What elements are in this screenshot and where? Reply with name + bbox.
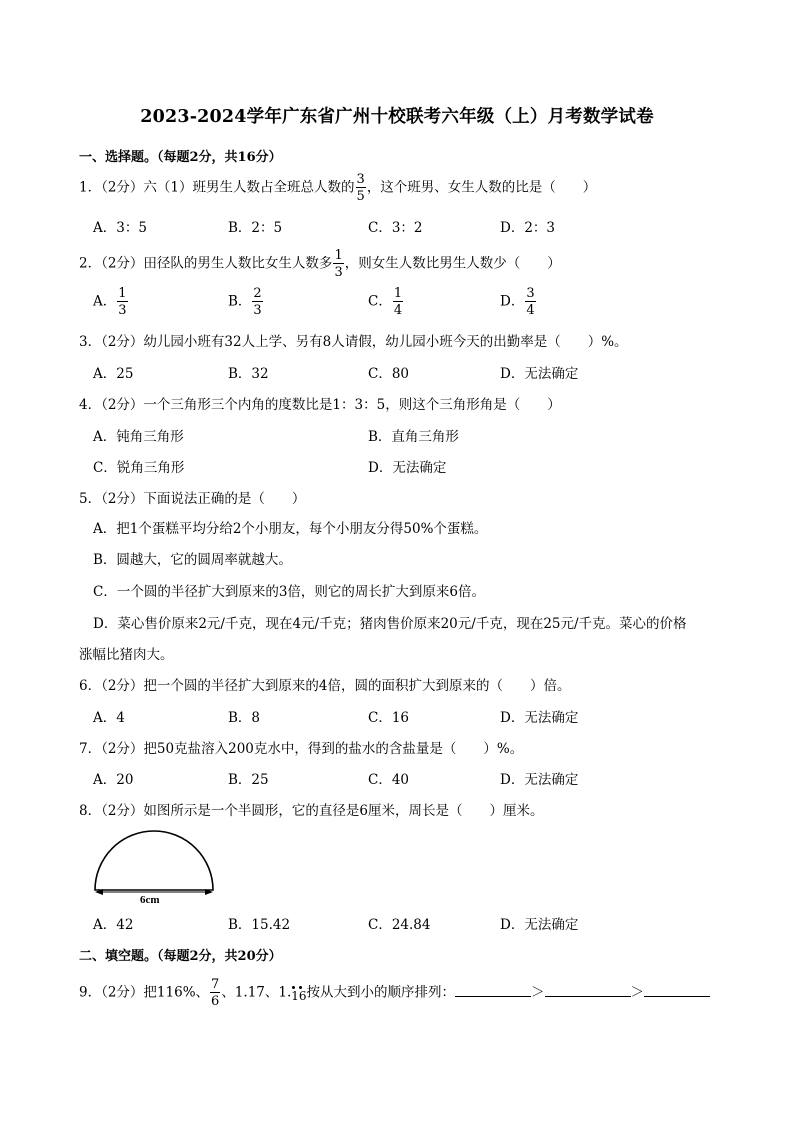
question-4-option-a: A．钝角三角形 xyxy=(93,429,184,445)
question-2-fraction xyxy=(333,249,343,279)
question-2-option-a xyxy=(93,287,129,317)
question-9-text: 9．（2分）把116%、 xyxy=(79,984,210,1001)
question-6-option-c: C．16 xyxy=(368,710,410,726)
question-9-fraction xyxy=(210,978,220,1008)
question-2-option-d xyxy=(500,287,537,317)
question-2 xyxy=(79,249,561,279)
repeating-digits: 16 xyxy=(291,988,307,1003)
fraction-denominator: 3 xyxy=(334,265,343,280)
fraction-denominator: 4 xyxy=(393,303,403,318)
question-8-text: 8．（2分）如图所示是一个半圆形，它的直径是6厘米，周长是（ ）厘米。 xyxy=(79,803,544,819)
question-9-text-mid: 、1.17、1. xyxy=(221,984,292,1001)
fraction-numerator: 2 xyxy=(253,286,262,301)
fraction-denominator: 3 xyxy=(118,303,127,318)
question-4-option-d: D．无法确定 xyxy=(368,460,447,476)
question-7-option-a: A．20 xyxy=(93,772,134,788)
repeating-decimal xyxy=(291,989,306,1003)
page-title: 2023-2024学年广东省广州十校联考六年级（上）月考数学试卷 xyxy=(140,107,654,127)
repeat-dot-icon xyxy=(299,986,302,989)
question-1-text-end: ，这个班男、女生人数的比是（ ） xyxy=(366,179,597,196)
section-fill-heading: 二、填空题。（每题2分，共20分） xyxy=(79,949,282,964)
question-5-option-d-continued: 涨幅比猪肉大。 xyxy=(79,647,174,663)
question-8-option-b: B．15.42 xyxy=(228,917,291,933)
fraction-numerator: 1 xyxy=(118,286,127,301)
question-1-text: 1．（2分）六（1）班男生人数占全班总人数的 xyxy=(79,179,355,196)
fraction-denominator: 4 xyxy=(526,303,535,318)
semicircle-figure xyxy=(90,826,218,906)
question-3-text: 3．（2分）幼儿园小班有32人上学、另有8人请假，幼儿园小班今天的出勤率是（ ）%。 xyxy=(79,334,628,350)
answer-blank-1[interactable] xyxy=(455,983,531,997)
answer-blank-3[interactable] xyxy=(644,983,710,997)
diameter-label: 6cm xyxy=(140,894,160,906)
question-7-option-b: B．25 xyxy=(228,772,269,788)
question-1-option-b: B．2：5 xyxy=(228,220,283,236)
question-3-option-b: B．32 xyxy=(228,366,269,382)
fraction-numerator: 3 xyxy=(356,172,365,187)
question-8-option-a: A．42 xyxy=(93,917,134,933)
fraction-denominator: 6 xyxy=(211,994,220,1009)
question-6-option-b: B．8 xyxy=(228,710,261,726)
repeat-dot-icon xyxy=(292,986,295,989)
question-9 xyxy=(79,978,710,1008)
question-5-option-d: D．菜心售价原来2元/千克，现在4元/千克；猪肉售价原来20元/千克，现在25元/千克。菜心的价格 xyxy=(93,616,687,632)
question-5-option-c: C．一个圆的半径扩大到原来的3倍，则它的周长扩大到原来6倍。 xyxy=(93,584,486,600)
question-1-fraction xyxy=(356,173,366,203)
semicircle-shape xyxy=(95,831,213,890)
question-2-option-b xyxy=(228,287,264,317)
question-1-option-d: D．2：3 xyxy=(500,220,556,236)
greater-than-sign: ＞ xyxy=(630,984,645,1001)
greater-than-sign: ＞ xyxy=(531,984,545,1001)
question-4-option-b: B．直角三角形 xyxy=(368,429,459,445)
fraction-numerator: 3 xyxy=(526,286,535,301)
option-label: A． xyxy=(93,293,117,310)
option-label: D． xyxy=(500,293,525,310)
question-6-text: 6．（2分）把一个圆的半径扩大到原来的4倍，圆的面积扩大到原来的（ ）倍。 xyxy=(79,678,571,694)
question-9-text-end: 按从大到小的顺序排列： xyxy=(306,984,456,1001)
question-8-option-d: D．无法确定 xyxy=(500,917,579,933)
question-3-option-d: D．无法确定 xyxy=(500,366,579,382)
question-4-option-c: C．锐角三角形 xyxy=(93,460,185,476)
question-8-option-c: C．24.84 xyxy=(368,917,431,933)
option-label: C． xyxy=(368,293,392,310)
question-7-option-d: D．无法确定 xyxy=(500,772,579,788)
section-choice-heading: 一、选择题。（每题2分，共16分） xyxy=(79,150,282,165)
question-4-text: 4．（2分）一个三角形三个内角的度数比是1：3：5，则这个三角形角是（ ） xyxy=(79,397,561,413)
question-5-option-a: A．把1个蛋糕平均分给2个小朋友，每个小朋友分得50%个蛋糕。 xyxy=(93,521,488,537)
question-3-option-c: C．80 xyxy=(368,366,410,382)
question-1-option-a: A．3：5 xyxy=(93,220,147,236)
question-3-option-a: A．25 xyxy=(93,366,134,382)
question-5-option-b: B．圆越大，它的圆周率就越大。 xyxy=(93,552,292,568)
fraction-denominator: 5 xyxy=(356,189,365,204)
question-6-option-d: D．无法确定 xyxy=(500,710,579,726)
answer-blank-2[interactable] xyxy=(545,983,631,997)
question-2-option-c xyxy=(368,287,404,317)
fraction-denominator: 3 xyxy=(253,303,262,318)
question-7-option-c: C．40 xyxy=(368,772,410,788)
question-6-option-a: A．4 xyxy=(93,710,125,726)
question-5-text: 5．（2分）下面说法正确的是（ ） xyxy=(79,491,306,507)
question-1 xyxy=(79,173,596,203)
fraction-numerator: 7 xyxy=(211,977,220,992)
question-1-option-c: C．3：2 xyxy=(368,220,423,236)
question-7-text: 7．（2分）把50克盐溶入200克水中，得到的盐水的含盐量是（ ）%。 xyxy=(79,741,524,757)
option-label: B． xyxy=(228,293,252,310)
question-2-text-end: ，则女生人数比男生人数少（ ） xyxy=(344,255,561,272)
fraction-numerator: 1 xyxy=(334,248,343,263)
question-2-text: 2．（2分）田径队的男生人数比女生人数多 xyxy=(79,255,333,272)
fraction-numerator: 1 xyxy=(393,286,403,301)
